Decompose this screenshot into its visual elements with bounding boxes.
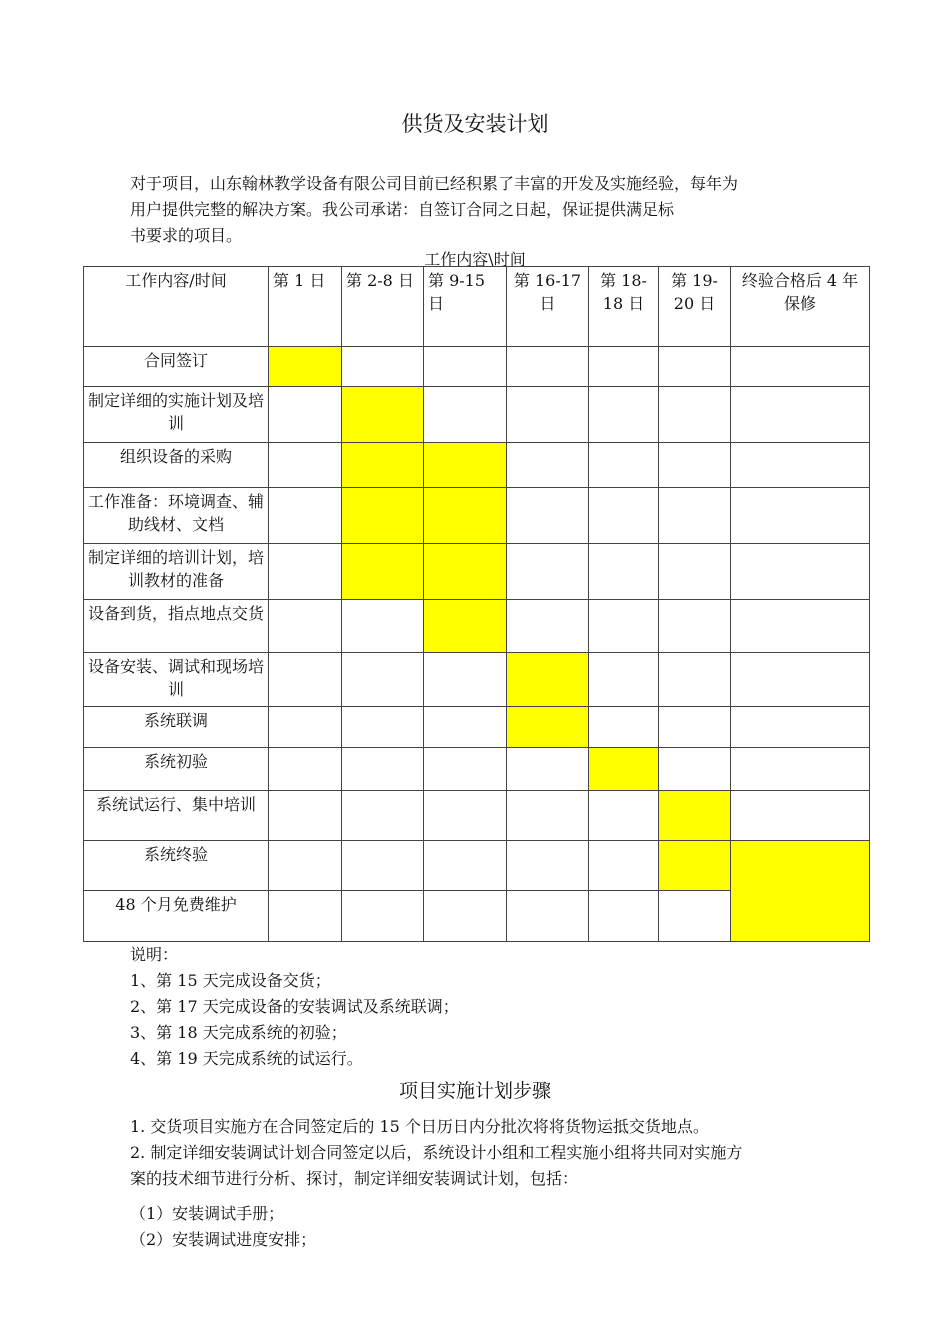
gantt-bar-cell xyxy=(342,387,424,443)
table-row xyxy=(84,544,870,600)
header-cell: 第 18-18 日 xyxy=(589,267,659,347)
header-cell: 第 16-17 日 xyxy=(507,267,589,347)
note-item: 3、第 18 天完成系统的初验； xyxy=(130,1023,347,1042)
header-cell: 工作内容/时间 xyxy=(84,267,269,347)
gantt-bar-cell xyxy=(507,707,589,748)
gantt-bar-cell xyxy=(342,443,424,488)
task-cell: 工作准备：环境调查、辅助线材、文档 xyxy=(84,488,269,544)
task-cell: 设备安装、调试和现场培训 xyxy=(84,653,269,707)
table-caption: 工作内容\时间 xyxy=(424,250,526,269)
task-cell: 48 个月免费维护 xyxy=(84,891,269,942)
gantt-bar-cell xyxy=(659,841,731,891)
section-title: 项目实施计划步骤 xyxy=(398,1080,551,1102)
gantt-bar-cell xyxy=(342,488,424,544)
gantt-bar-cell xyxy=(589,748,659,791)
step-line: 2. 制定详细安装调试计划合同签定以后，系统设计小组和工程实施小组将共同对实施方 xyxy=(130,1143,743,1162)
header-cell: 第 19-20 日 xyxy=(659,267,731,347)
gantt-bar-cell xyxy=(342,544,424,600)
note-item: 1、第 15 天完成设备交货； xyxy=(130,971,331,990)
task-cell: 系统联调 xyxy=(84,707,269,748)
task-cell: 合同签订 xyxy=(84,347,269,387)
table-row xyxy=(84,748,870,791)
page-title: 供货及安装计划 xyxy=(401,112,549,136)
task-cell: 系统初验 xyxy=(84,748,269,791)
notes-heading: 说明： xyxy=(130,945,179,964)
task-cell: 系统终验 xyxy=(84,841,269,891)
gantt-bar-cell xyxy=(731,841,870,942)
gantt-bar-cell xyxy=(659,791,731,841)
note-item: 2、第 17 天完成设备的安装调试及系统联调； xyxy=(130,997,459,1016)
step-line: 案的技术细节进行分析、探讨，制定详细安装调试计划，包括： xyxy=(130,1169,579,1188)
table-row xyxy=(84,707,870,748)
gantt-bar-cell xyxy=(507,653,589,707)
gantt-bar-cell xyxy=(424,544,507,600)
header-cell: 终验合格后 4 年保修 xyxy=(731,267,870,347)
table-row xyxy=(84,488,870,544)
intro-line-3: 书要求的项目。 xyxy=(130,226,243,245)
gantt-bar-cell xyxy=(269,347,342,387)
sub-item: （1）安装调试手册； xyxy=(130,1204,285,1223)
table-row xyxy=(84,791,870,841)
table-row xyxy=(84,600,870,653)
table-row xyxy=(84,653,870,707)
table-row xyxy=(84,841,870,891)
task-cell: 系统试运行、集中培训 xyxy=(84,791,269,841)
header-cell: 第 2-8 日 xyxy=(342,267,424,347)
note-item: 4、第 19 天完成系统的试运行。 xyxy=(130,1049,363,1068)
table-row xyxy=(84,443,870,488)
task-cell: 组织设备的采购 xyxy=(84,443,269,488)
task-cell: 制定详细的实施计划及培训 xyxy=(84,387,269,443)
table-header-row xyxy=(84,267,870,347)
task-cell: 设备到货，指点地点交货 xyxy=(84,600,269,653)
header-cell: 第 1 日 xyxy=(269,267,342,347)
gantt-bar-cell xyxy=(424,600,507,653)
table-row xyxy=(84,387,870,443)
task-cell: 制定详细的培训计划，培训教材的准备 xyxy=(84,544,269,600)
sub-item: （2）安装调试进度安排； xyxy=(130,1230,317,1249)
table-row xyxy=(84,347,870,387)
intro-line-2: 用户提供完整的解决方案。我公司承诺：自签订合同之日起，保证提供满足标 xyxy=(130,200,675,219)
intro-line-1: 对于项目，山东翰林教学设备有限公司目前已经积累了丰富的开发及实施经验，每年为 xyxy=(130,174,739,193)
schedule-table xyxy=(83,266,870,942)
gantt-bar-cell xyxy=(424,443,507,488)
step-line: 1. 交货项目实施方在合同签定后的 15 个日历日内分批次将将货物运抵交货地点。 xyxy=(130,1117,709,1136)
header-cell: 第 9-15 日 xyxy=(424,267,507,347)
gantt-bar-cell xyxy=(424,488,507,544)
